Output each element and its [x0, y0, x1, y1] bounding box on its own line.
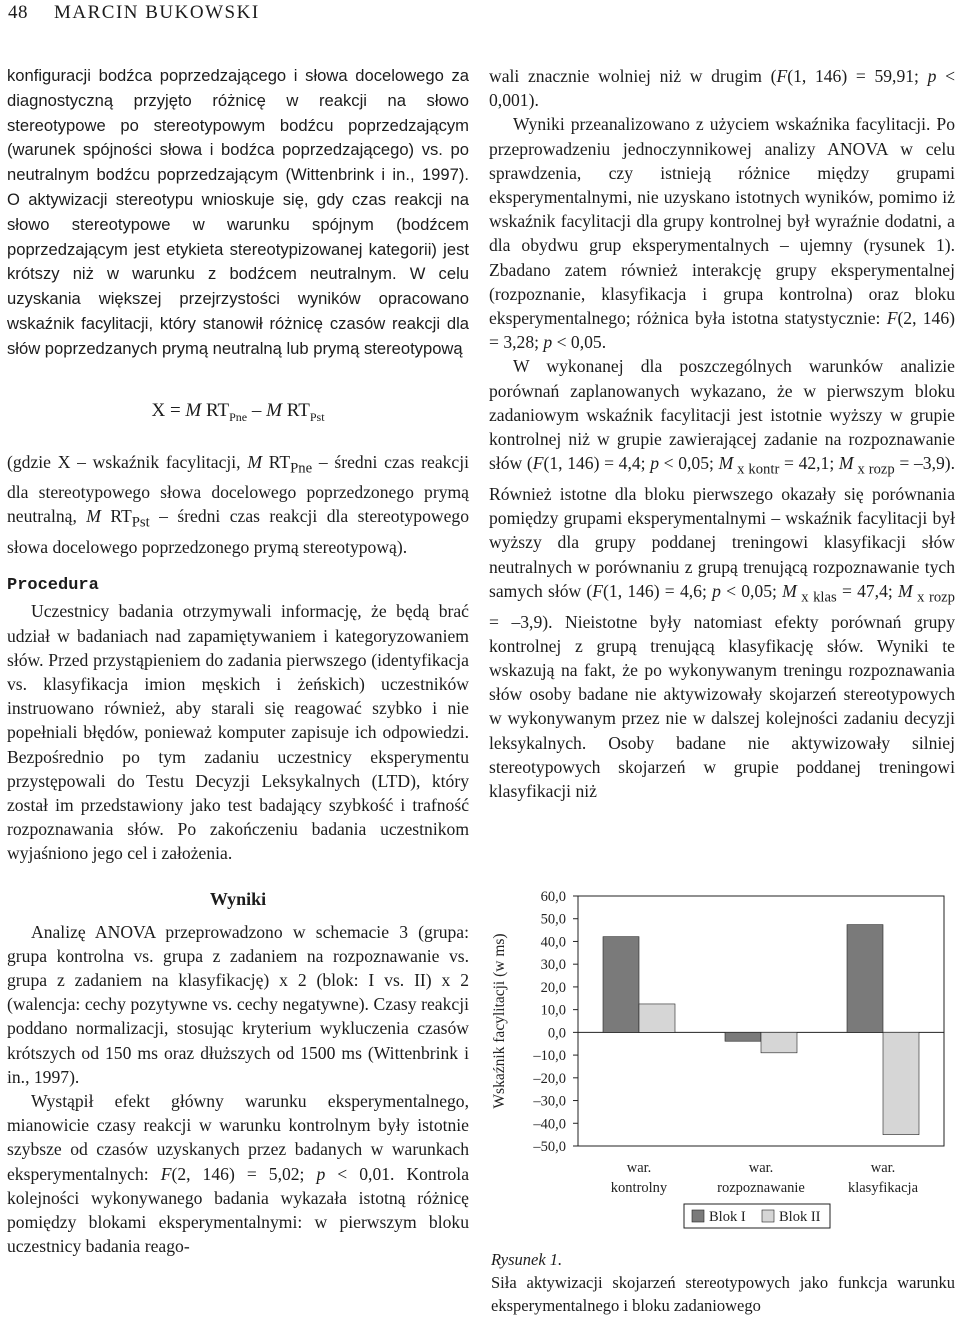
para-text: RT	[261, 451, 291, 472]
paragraph-procedura: Uczestnicy badania otrzymywali informację, że będą brać udział w badaniach nad zapamiętywaniem i kategoryzowaniem słów. Przed przystąpieniem do zadania pierwszego (identyfikacja vs. klasyfikacja imion męskich i żeńskich) uczestników instruowano również, aby starali się reagować szybko i nie popełniali błędów, ponieważ komputer zapisuje ich odpowiedzi. Bezpośrednio po tym zadaniu uczestnicy eksperymentu przystępowali do Testu Decyzji Leksykalnych (LTD), który został im przedstawiony jako test badający szybkość i trafność rozpoznawania słów. Po zakończeniu badania uczestnikom wyjaśniono jego cel i założenia.	[7, 601, 469, 864]
formula-sub-pne: Pne	[229, 409, 248, 424]
para-text: konfiguracji bodźca poprzedzającego i słowa docelowego za diagnostyczną przyjęto różnicę w reakcji na słowo stereotypowe po stereotypowym bodźcu poprzedzającym (warunek spójności słowa i bodźca poprzedzającego) vs. po neutralnym bodźcu poprzedzającym (Wittenbrink i in., 1997).	[7, 66, 469, 185]
section-heading-wyniki: Wyniki	[209, 888, 267, 909]
paragraph-facilitation-analysis	[489, 112, 955, 354]
running-header	[8, 2, 260, 24]
formula-lhs: X =	[151, 399, 186, 421]
bar-blok-i	[847, 925, 883, 1033]
para-text: wali znacznie wolniej niż w drugim (	[489, 66, 777, 86]
para-text: (2, 146) = 3,28;	[489, 308, 955, 353]
formula-sub-pst: Pst	[309, 409, 325, 424]
subscript: x kontr	[733, 461, 780, 478]
y-axis-label: Wskaźnik facylitacji (w ms)	[491, 933, 508, 1109]
bar-blok-i	[603, 937, 639, 1033]
paragraph-anova-design: Analizę ANOVA przeprowadzono w schemacie 3 (grupa: grupa kontrolna vs. grupa z zadaniem na rozpoznawanie vs. grupa z zadaniem na klasyfikację) x 2 (blok: I vs. II) x 2 (walencja: cechy pozytywne vs. cechy negatywne). Czasy reakcji poddano normalizacji, stosując kryterium wykluczenia czasów krótszych od 150 ms oraz dłuższych od 1500 ms (Wittenbrink i in., 1997).	[7, 921, 469, 1087]
paragraph-main-effect	[7, 1089, 469, 1258]
x-category-label: rozpoznawanie	[717, 1180, 805, 1196]
y-tick-label: –50,0	[533, 1139, 566, 1155]
paragraph-method-intro	[7, 64, 469, 362]
para-text: < 0,01. Kontrola kolejności wykonywanego badania wykazała istotną różnicę pomiędzy blokami eksperymentalnymi: w pierwszym bloku uczestnicy badania reago-	[7, 1163, 470, 1257]
facilitation-formula	[7, 398, 469, 424]
para-text: < 0,05;	[659, 453, 719, 474]
formula-mean-symbol: M	[185, 399, 202, 421]
stat-symbol: p	[927, 66, 937, 86]
y-tick-label: 40,0	[540, 934, 566, 951]
stat-symbol: p	[316, 1163, 326, 1184]
stat-symbol: F	[776, 66, 788, 86]
legend-swatch	[692, 1210, 704, 1222]
formula-minus: –	[247, 399, 267, 421]
para-text: = 42,1;	[779, 453, 839, 474]
para-text: = 47,4;	[836, 580, 898, 601]
para-text: W celu uzyskania większej przejrzystości wyników opracowano wskaźnik facylitacji, który stanowił różnicę czasów reakcji dla słów poprzedzanych prymą neutralną lub prymą stereotypową	[7, 264, 469, 358]
y-tick-label: 20,0	[540, 979, 566, 996]
para-text: (1, 146) = 4,6;	[603, 580, 713, 601]
para-text: < 0,05.	[552, 332, 607, 353]
y-tick-label: 50,0	[540, 911, 566, 928]
stat-symbol: p	[712, 580, 721, 601]
formula-rt: RT	[201, 399, 230, 421]
y-tick-label: 0,0	[547, 1025, 566, 1042]
bar-blok-ii	[761, 1032, 797, 1052]
mean-symbol: M	[718, 453, 734, 474]
bar-blok-i	[725, 1032, 761, 1041]
stat-symbol: F	[886, 308, 898, 329]
y-tick-label: –20,0	[533, 1070, 566, 1087]
subscript: x rozp	[853, 461, 895, 478]
x-category-label: war.	[626, 1160, 652, 1176]
para-text: = –3,9). Nieistotne były natomiast efekty porównań grupy kontrolnej z grupą trenującą klasyfikację słów. Wyniki te wskazują na fakt, że po wykonywanym treningu rozpoznawania słów osoby badane nie aktywizowały skojarzeń stereotypowych w wykonywanym przez nie w dalszej kolejności zadaniu decyzji leksykalnych. Osoby badane nie aktywizowały silniej stereotypowych skojarzeń w grupie poddanej treningowi klasyfikacji niż	[489, 611, 955, 801]
x-category-label: klasyfikacja	[847, 1180, 919, 1196]
mean-symbol: M	[86, 506, 101, 527]
para-text: Wystąpił efekt główny warunku eksperymentalnego, mianowicie czasy reakcji w warunku kontrolnym były istotnie szybsze od czasów uzyskanych przez badanych w warunkach eksperymentalnych:	[7, 1091, 469, 1184]
y-tick-label: 60,0	[540, 889, 566, 905]
subscript: Pne	[290, 460, 313, 477]
para-text: = –3,9). Również istotne dla bloku pierwszego okazały się porównania pomiędzy grupami eksperymentalnymi – wskaźnik facylitacji był wyższy dla grupy poddanej treningowi klasyfikacji słów neutralnych w porównaniu z grupą trenującą rozpoznawanie tych samych słów (	[489, 453, 956, 601]
x-category-label: war.	[748, 1160, 774, 1176]
author-name: MARCIN BUKOWSKI	[54, 2, 260, 23]
para-text: < 0,001).	[489, 66, 955, 111]
figure-chart	[482, 880, 952, 1240]
para-text: O aktywizacji stereotypu wnioskuje się, gdy czas reakcji na słowo stereotypowe w warunku spójnym (bodźcem poprzedzającym jest etykieta stereotypizowanej kategorii) jest krótszy niż w warunku z bodźcem neutralnym.	[7, 189, 469, 284]
y-tick-label: –30,0	[533, 1093, 566, 1110]
stat-symbol: F	[592, 580, 604, 601]
caption-label: Rysunek 1.	[491, 1250, 563, 1269]
subscript: x rozp	[912, 589, 956, 606]
formula-mean-symbol: M	[266, 399, 282, 421]
legend-swatch	[762, 1210, 774, 1222]
subscript: x klas	[796, 589, 837, 606]
stat-symbol: F	[532, 453, 544, 474]
para-text: (gdzie X – wskaźnik facylitacji,	[7, 451, 248, 472]
mean-symbol: M	[782, 580, 797, 601]
page-number: 48	[8, 2, 28, 23]
y-tick-label: –40,0	[533, 1116, 566, 1133]
formula-rt: RT	[281, 399, 310, 421]
para-text: (1, 146) = 59,91;	[787, 66, 928, 86]
section-heading-procedura: Procedura	[7, 576, 99, 596]
mean-symbol: M	[247, 451, 262, 472]
y-tick-label: 30,0	[540, 957, 566, 974]
bar-blok-ii	[639, 1004, 675, 1032]
para-text: – średni czas reakcji dla stereotypowego słowa docelowego poprzedzonego prymą neutralną,	[7, 451, 470, 527]
mean-symbol: M	[898, 580, 913, 601]
figure-caption	[491, 1248, 955, 1317]
mean-symbol: M	[838, 453, 854, 474]
right-column	[489, 64, 955, 803]
para-text: – średni czas reakcji dla stereotypowego słowa docelowego poprzedzonego prymą stereotypową).	[7, 506, 469, 558]
para-text: Wyniki przeanalizowano z użyciem wskaźnika facylitacji. Po przeprowadzeniu jednoczynnikowej analizy ANOVA w celu sprawdzenia, czy istnieją różnice między grupami eksperymentalnymi, nie uzyskano istotnych wyników, pomimo iż wskaźnik facylitacji dla grupy kontrolnej był wyraźnie dodatni, a dla obydwu grup eksperymentalnych – ujemny (rysunek 1). Zbadano zatem również interakcję grupy eksperymentalnej (rozpoznanie, klasyfikacja i grupa kontrolna) oraz bloku eksperymentalnego; różnica była istotna statystycznie:	[489, 114, 955, 329]
bar-chart	[482, 880, 952, 1240]
x-category-label: kontrolny	[610, 1180, 668, 1196]
y-tick-label: –10,0	[533, 1048, 566, 1065]
paragraph-block-effect	[489, 64, 955, 112]
para-text: RT	[100, 506, 132, 527]
para-text: (1, 146) = 4,4;	[543, 453, 651, 474]
para-text: (2, 146) = 5,02;	[171, 1163, 317, 1184]
y-tick-label: 10,0	[540, 1002, 566, 1019]
para-text: < 0,05;	[720, 580, 783, 601]
legend-label: Blok II	[779, 1209, 821, 1225]
x-category-label: war.	[870, 1160, 896, 1176]
caption-text: Siła aktywizacji skojarzeń stereotypowych jako funkcja warunku eksperymentalnego i bloku zadaniowego	[491, 1273, 955, 1315]
paragraph-planned-comparisons	[489, 354, 955, 803]
para-text: W wykonanej dla poszczególnych warunków analizie porównań zaplanowanych wykazano, że w pierwszym bloku zadaniowym wskaźnik facylitacji jest istotnie wyższy w grupie kontrolnej niż w grupie zawierającej zadanie na rozpoznawanie słów (	[489, 356, 955, 474]
stat-symbol: p	[650, 453, 660, 474]
stat-symbol: p	[543, 332, 553, 353]
legend-label: Blok I	[709, 1209, 746, 1225]
bar-blok-ii	[883, 1032, 919, 1134]
left-column	[7, 64, 469, 1258]
paragraph-formula-explanation	[7, 450, 469, 560]
stat-symbol: F	[160, 1163, 172, 1184]
subscript: Pst	[131, 515, 150, 531]
